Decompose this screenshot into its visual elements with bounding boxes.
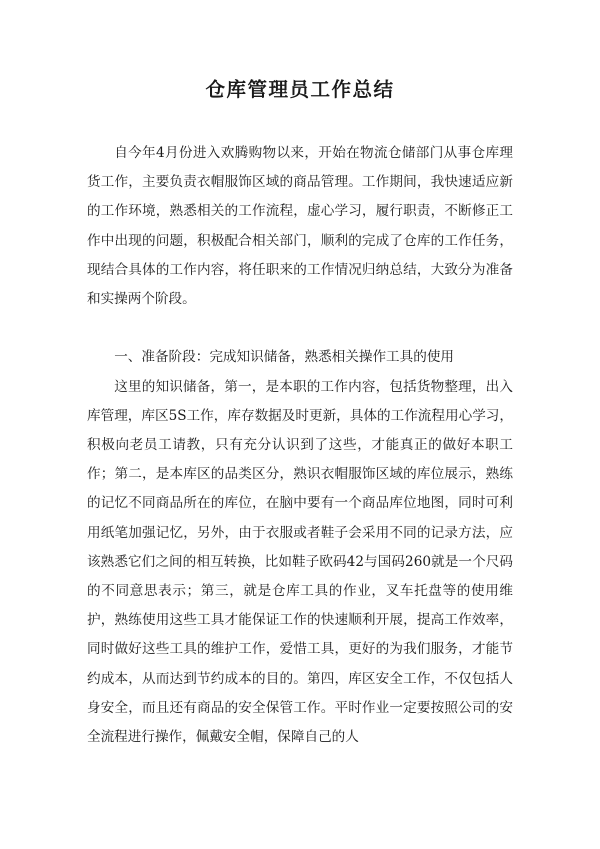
section-paragraph: 这里的知识储备，第一，是本职的工作内容，包括货物整理，出入库管理，库区5S工作，库存数据及时更新，具体的工作流程用心学习，积极向老员工请教，只有充分认识到了这些，才能真正的做好本职工作；第二，是本库区的品类区分，熟识衣帽服饰区域的库位展示，熟练的记忆不同商品所在的库位，在脑中要有一个商品库位地图，同时可利用纸笔加强记忆，另外，由于衣服或者鞋子会采用不同的记录方法，应该熟悉它们之间的相互转换，比如鞋子欧码42与国码260就是一个尺码的不同意思表示；第三，就是仓库工具的作业，叉车托盘等的使用维护，熟练使用这些工具才能保证工作的快速顺利开展，提高工作效率，同时做好这些工具的维护工作，爱惜工具，更好的为我们服务，才能节约成本，从而达到节约成本的目的。第四，库区安全工作，不仅包括人身安全，而且还有商品的安全保管工作。平时作业一定要按照公司的安全流程进行操作，佩戴安全帽，保障自己的人 xyxy=(87,378,513,746)
document-body xyxy=(87,139,513,752)
intro-paragraph: 自今年4月份进入欢腾购物以来，开始在物流仓储部门从事仓库理货工作，主要负责衣帽服饰区域的商品管理。工作期间，我快速适应新的工作环境，熟悉相关的工作流程，虚心学习，履行职责，不断修正工作中出现的问题，积极配合相关部门，顺利的完成了仓库的工作任务，现结合具体的工作内容，将任职来的工作情况归纳总结，大致分为准备和实操两个阶段。 xyxy=(87,145,513,308)
document-title: 仓库管理员工作总结 xyxy=(205,78,395,101)
section-heading: 一、准备阶段：完成知识储备，熟悉相关操作工具的使用 xyxy=(114,349,455,366)
